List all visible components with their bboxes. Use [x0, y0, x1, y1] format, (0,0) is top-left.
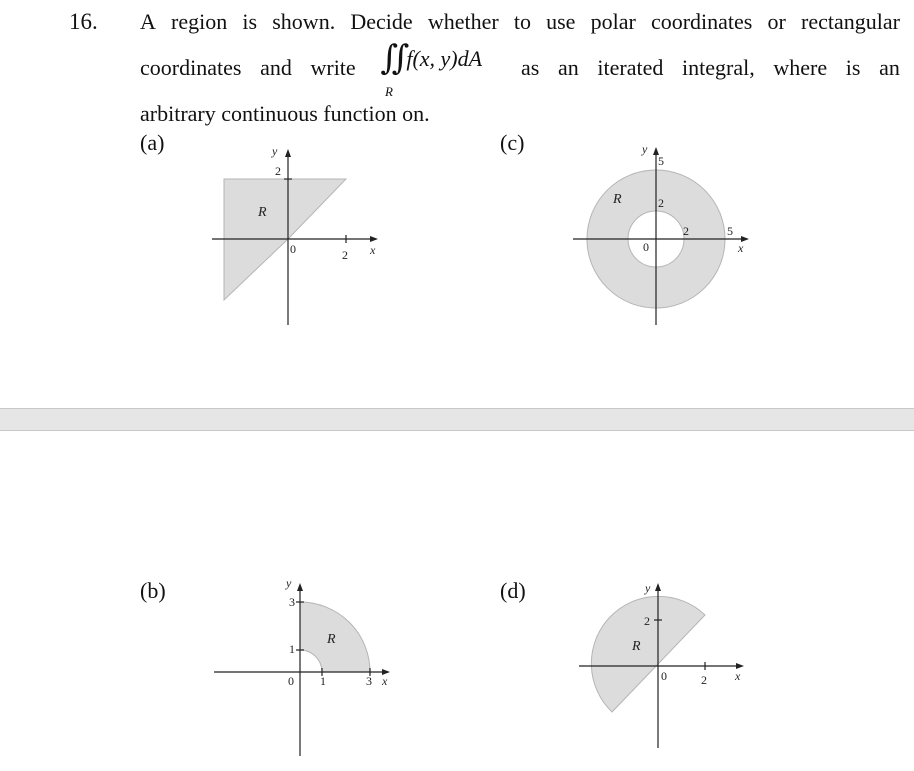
x-axis-label: x [738, 241, 744, 255]
figure-b [200, 570, 400, 760]
figure-c [565, 140, 765, 330]
region-label: R [632, 639, 641, 654]
word: A [140, 9, 156, 34]
problem-number: 16. [69, 9, 98, 34]
page-break-divider [0, 408, 914, 431]
word: whether [427, 9, 499, 34]
word: write [310, 55, 356, 80]
y-tick-inner-label: 1 [289, 642, 295, 656]
y-tick-label: 2 [644, 614, 650, 628]
double-integral [374, 40, 502, 77]
x-tick-outer-label: 5 [727, 224, 733, 238]
y-arrow-icon [285, 149, 291, 157]
y-tick-inner-label: 2 [658, 196, 664, 210]
word: shown. [272, 9, 336, 34]
word: an [879, 55, 900, 80]
origin-label: 0 [661, 669, 667, 683]
word: where [773, 55, 828, 80]
part-a-label: (a) [140, 130, 165, 155]
integral-subscript: R [385, 84, 393, 99]
y-arrow-icon [655, 583, 661, 591]
x-tick-inner-label: 1 [320, 674, 326, 688]
y-tick-outer-label: 5 [658, 154, 664, 168]
y-axis-label: y [272, 144, 278, 158]
word: polar [590, 9, 636, 34]
integrand: f(x, y)dA [406, 46, 483, 71]
x-tick-outer-label: 3 [366, 674, 372, 688]
y-axis-label: y [286, 576, 292, 590]
word: an [557, 55, 579, 80]
y-axis-label: y [642, 142, 648, 156]
word: coordinates [140, 55, 242, 80]
word: use [546, 9, 576, 34]
integral-signs: ∬ [380, 40, 410, 77]
x-tick-label: 2 [701, 673, 707, 687]
word: to [513, 9, 531, 34]
origin-label: 0 [288, 674, 294, 688]
problem-line-2 [140, 40, 900, 81]
word: is [845, 55, 861, 80]
word: coordinates [650, 9, 753, 34]
region-label: R [613, 192, 622, 207]
word: and [260, 55, 292, 80]
x-tick-inner-label: 2 [683, 224, 689, 238]
word: region [171, 9, 228, 34]
problem-line-3: arbitrary continuous function on. [140, 101, 430, 126]
figure-d [575, 570, 765, 760]
word: is [242, 9, 258, 34]
word: iterated [597, 55, 664, 80]
part-d-label: (d) [500, 578, 526, 603]
problem-line-1 [140, 9, 900, 35]
x-arrow-icon [370, 236, 378, 242]
y-arrow-icon [297, 583, 303, 591]
origin-label: 0 [643, 240, 649, 254]
word: Decide [350, 9, 413, 34]
origin-label: 0 [290, 242, 296, 256]
y-axis-label: y [645, 581, 651, 595]
part-c-label: (c) [500, 130, 525, 155]
x-tick-label: 2 [342, 248, 348, 262]
region-label: R [327, 632, 336, 647]
part-b-label: (b) [140, 578, 166, 603]
word: as [521, 55, 540, 80]
word: or [767, 9, 786, 34]
word: integral, [682, 55, 755, 80]
y-tick-label: 2 [275, 164, 281, 178]
x-axis-label: x [370, 243, 376, 257]
word: rectangular [801, 9, 900, 34]
x-axis-label: x [382, 674, 388, 688]
figure-a [200, 140, 390, 330]
region-label: R [258, 205, 267, 220]
x-axis-label: x [735, 669, 741, 683]
y-tick-outer-label: 3 [289, 595, 295, 609]
